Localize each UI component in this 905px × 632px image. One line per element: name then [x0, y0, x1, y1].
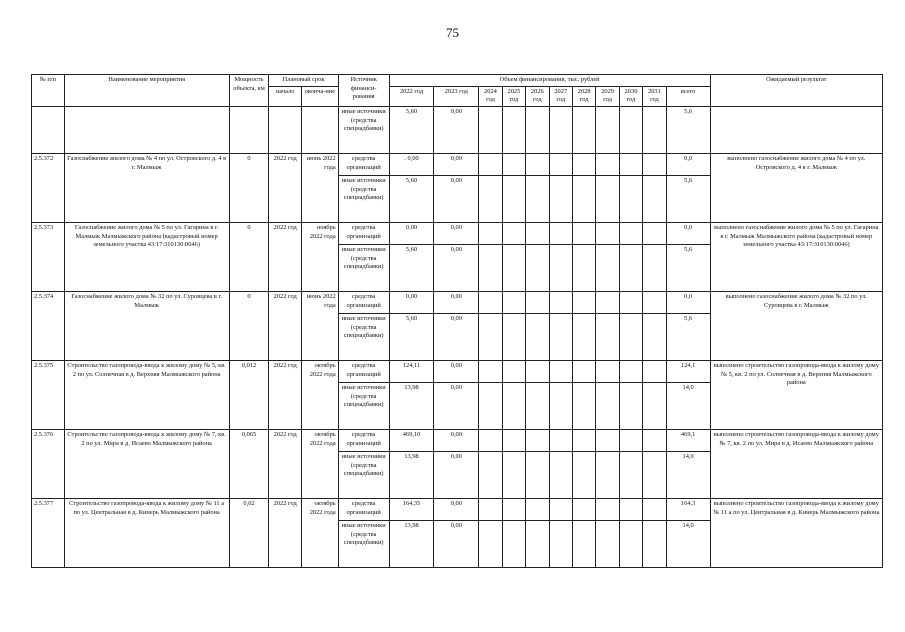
cell-2023: 0,00	[434, 313, 479, 360]
cell-2030	[619, 175, 642, 222]
cell-2028	[572, 313, 595, 360]
cell-2024	[479, 106, 502, 153]
cell-num: 2.5.376	[32, 429, 65, 498]
cell-2024	[479, 291, 502, 313]
cell-2029	[596, 175, 619, 222]
cell-2027	[549, 520, 572, 567]
header-year-2026: 2026 год	[526, 86, 549, 106]
cell-total: 5,6	[666, 313, 710, 360]
cell-2026	[526, 520, 549, 567]
cell-2028	[572, 153, 595, 175]
table-row	[32, 153, 883, 175]
cell-2022: 164,35	[389, 498, 434, 520]
cell-capacity: 0	[229, 222, 269, 291]
cell-2027	[549, 313, 572, 360]
cell-2030	[619, 360, 642, 382]
cell-2030	[619, 382, 642, 429]
cell-num: 2.5.377	[32, 498, 65, 567]
cell-total: 0,0	[666, 291, 710, 313]
header-year-2025: 2025 год	[502, 86, 525, 106]
header-year-2030: 2030 год	[619, 86, 642, 106]
cell-capacity: 0,012	[229, 360, 269, 429]
cell-result: выполнено строительство газопровода-ввода к жилому дому № 5, кв. 2 по ул. Солнечная в д. Верхняя Малмыжского района	[710, 360, 882, 429]
cell-2028	[572, 429, 595, 451]
cell-2023: 0,00	[434, 291, 479, 313]
cell-start: 2022 год	[269, 153, 302, 222]
cell-2031	[643, 382, 666, 429]
cell-2029	[596, 498, 619, 520]
cell-2029	[596, 360, 619, 382]
cell-capacity: 0,02	[229, 498, 269, 567]
cell-2030	[619, 313, 642, 360]
cell-end: ноябрь 2022 года	[301, 222, 338, 291]
cell-2027	[549, 382, 572, 429]
cell-2028	[572, 106, 595, 153]
cell-2026	[526, 106, 549, 153]
cell-start: 2022 год	[269, 429, 302, 498]
cell-2026	[526, 153, 549, 175]
cell-2022: 5,60	[389, 106, 434, 153]
cell-2022: 469,10	[389, 429, 434, 451]
cell-2023: 0,00	[434, 175, 479, 222]
cell-capacity: 0	[229, 291, 269, 360]
cell-num: 2.5.375	[32, 360, 65, 429]
cell-total: 14,0	[666, 451, 710, 498]
cell-2030	[619, 222, 642, 244]
cell-2031	[643, 291, 666, 313]
cell-start: 2022 год	[269, 498, 302, 567]
cell-2030	[619, 498, 642, 520]
page-number: 75	[446, 25, 459, 40]
cell-total: 0,0	[666, 222, 710, 244]
cell-2026	[526, 429, 549, 451]
cell-2025	[502, 291, 525, 313]
cell-source: средства организаций	[338, 429, 389, 451]
cell-2024	[479, 313, 502, 360]
cell-2028	[572, 222, 595, 244]
cell-2027	[549, 360, 572, 382]
cell-2025	[502, 498, 525, 520]
cell-2023: 0,00	[434, 382, 479, 429]
header-source: Источник финанси-рования	[338, 75, 389, 107]
cell-result: выполнено газоснабжение жилого дома № 32 по ул. Суровцева в г. Малмыж	[710, 291, 882, 360]
cell-2022: 13,98	[389, 451, 434, 498]
cell-2031	[643, 106, 666, 153]
cell-2022: 5,60	[389, 244, 434, 291]
cell-total: 0,0	[666, 153, 710, 175]
cell-2030	[619, 291, 642, 313]
header-capacity: Мощность объекта, км	[229, 75, 269, 107]
cell-source: средства организаций	[338, 360, 389, 382]
cell-2029	[596, 313, 619, 360]
cell-2030	[619, 244, 642, 291]
cell-capacity: 0	[229, 153, 269, 222]
cell-2026	[526, 451, 549, 498]
cell-2025	[502, 222, 525, 244]
cell-num	[32, 106, 65, 153]
cell-2030	[619, 153, 642, 175]
cell-result: выполнено газоснабжение жилого дома № 4 по ул. Островского д. 4 в г. Малмыж	[710, 153, 882, 222]
cell-2026	[526, 291, 549, 313]
cell-2024	[479, 244, 502, 291]
cell-2027	[549, 498, 572, 520]
cell-2027	[549, 451, 572, 498]
cell-2024	[479, 360, 502, 382]
cell-source: иные источники (средства спецнадбавки)	[338, 106, 389, 153]
cell-2026	[526, 498, 549, 520]
cell-name	[64, 106, 229, 153]
cell-2031	[643, 222, 666, 244]
cell-2025	[502, 313, 525, 360]
cell-end: июнь 2022 года	[301, 153, 338, 222]
table-row	[32, 360, 883, 382]
cell-2024	[479, 175, 502, 222]
table-row	[32, 291, 883, 313]
cell-source: иные источники (средства спецнадбавки)	[338, 313, 389, 360]
header-year-2022: 2022 год	[389, 86, 434, 106]
cell-2023: 0,00	[434, 106, 479, 153]
cell-result	[710, 106, 882, 153]
cell-start: 2022 год	[269, 360, 302, 429]
cell-name: Строительство газопровода-ввода к жилому дому № 11 а по ул. Центральная в д. Кинерь Малмыжского района	[64, 498, 229, 567]
cell-2025	[502, 175, 525, 222]
cell-2022: 5,60	[389, 313, 434, 360]
cell-source: иные источники (средства спецнадбавки)	[338, 382, 389, 429]
cell-2023: 0,00	[434, 244, 479, 291]
header-num: № п/п	[32, 75, 65, 107]
cell-2031	[643, 313, 666, 360]
cell-2022: 13,98	[389, 382, 434, 429]
header-plan-term: Плановый срок	[269, 75, 338, 87]
table-row-carry	[32, 106, 883, 153]
cell-result: выполнено газоснабжение жилого дома № 5 по ул. Гагарина в г. Малмыж Малмыжского района (кадастровый номер земельного участка 43:17:310130:0046)	[710, 222, 882, 291]
cell-2027	[549, 291, 572, 313]
cell-2024	[479, 498, 502, 520]
cell-total: 164,3	[666, 498, 710, 520]
header-total: всего	[666, 86, 710, 106]
header-year-2031: 2031 год	[643, 86, 666, 106]
cell-total: 469,1	[666, 429, 710, 451]
cell-source: средства организаций	[338, 222, 389, 244]
cell-2028	[572, 244, 595, 291]
cell-total: 14,0	[666, 382, 710, 429]
cell-2022: 124,11	[389, 360, 434, 382]
cell-name: Строительство газопровода-ввода к жилому дому № 7, кв. 2 по ул. Мира в д. Исаево Малмыжского района	[64, 429, 229, 498]
cell-start: 2022 год	[269, 222, 302, 291]
cell-num: 2.5.374	[32, 291, 65, 360]
cell-2029	[596, 153, 619, 175]
header-year-2027: 2027 год	[549, 86, 572, 106]
cell-2027	[549, 244, 572, 291]
cell-2023: 0,00	[434, 153, 479, 175]
cell-num: 2.5.372	[32, 153, 65, 222]
cell-2026	[526, 175, 549, 222]
cell-2029	[596, 291, 619, 313]
cell-2031	[643, 520, 666, 567]
cell-source: иные источники (средства спецнадбавки)	[338, 175, 389, 222]
cell-end	[301, 106, 338, 153]
cell-2027	[549, 153, 572, 175]
header-year-2028: 2028 год	[572, 86, 595, 106]
cell-source: средства организаций	[338, 291, 389, 313]
cell-2024	[479, 153, 502, 175]
cell-2030	[619, 520, 642, 567]
cell-2029	[596, 520, 619, 567]
cell-end: октябрь 2022 года	[301, 360, 338, 429]
cell-2031	[643, 451, 666, 498]
cell-total: 5,6	[666, 244, 710, 291]
cell-end: октябрь 2022 года	[301, 498, 338, 567]
header-year-2024: 2024 год	[479, 86, 502, 106]
cell-2022: 13,98	[389, 520, 434, 567]
cell-2031	[643, 429, 666, 451]
cell-name: Газоснабжение жилого дома № 32 по ул. Суровцева в г. Малмыж	[64, 291, 229, 360]
cell-2030	[619, 429, 642, 451]
cell-2024	[479, 222, 502, 244]
cell-2025	[502, 153, 525, 175]
cell-2025	[502, 382, 525, 429]
cell-2024	[479, 429, 502, 451]
cell-2028	[572, 498, 595, 520]
cell-2031	[643, 153, 666, 175]
cell-2025	[502, 429, 525, 451]
cell-total: 14,0	[666, 520, 710, 567]
cell-2027	[549, 106, 572, 153]
cell-start	[269, 106, 302, 153]
cell-2028	[572, 175, 595, 222]
header-start: начало	[269, 86, 302, 106]
table-row	[32, 222, 883, 244]
cell-2028	[572, 382, 595, 429]
cell-2029	[596, 429, 619, 451]
cell-2027	[549, 222, 572, 244]
cell-2023: 0,00	[434, 429, 479, 451]
cell-2029	[596, 106, 619, 153]
cell-2028	[572, 360, 595, 382]
cell-result: выполнено строительство газопровода-ввода к жилому дому № 7, кв. 2 по ул. Мира в д. Исаево Малмыжского района	[710, 429, 882, 498]
cell-2023: 0,00	[434, 451, 479, 498]
cell-2024	[479, 451, 502, 498]
cell-source: средства организаций	[338, 153, 389, 175]
cell-name: Газоснабжение жилого дома № 4 по ул. Островского д. 4 в г. Малмыж	[64, 153, 229, 222]
cell-2023: 0,00	[434, 222, 479, 244]
header-name: Наименование мероприятия	[64, 75, 229, 107]
header-year-2023: 2023 год	[434, 86, 479, 106]
cell-2025	[502, 106, 525, 153]
cell-source: иные источники (средства спецнадбавки)	[338, 244, 389, 291]
cell-2022: 5,60	[389, 175, 434, 222]
table-row	[32, 498, 883, 520]
cell-end: октябрь 2022 года	[301, 429, 338, 498]
cell-total: 124,1	[666, 360, 710, 382]
header-end: оконча-ние	[301, 86, 338, 106]
cell-2026	[526, 382, 549, 429]
cell-2027	[549, 429, 572, 451]
cell-2028	[572, 520, 595, 567]
header-year-2029: 2029 год	[596, 86, 619, 106]
cell-2023: 0,00	[434, 520, 479, 567]
cell-2025	[502, 360, 525, 382]
cell-2024	[479, 520, 502, 567]
cell-source: иные источники (средства спецнадбавки)	[338, 451, 389, 498]
cell-total: 5,6	[666, 175, 710, 222]
financing-table	[31, 74, 883, 568]
cell-2025	[502, 451, 525, 498]
cell-num: 2.5.373	[32, 222, 65, 291]
cell-2026	[526, 313, 549, 360]
cell-2026	[526, 244, 549, 291]
cell-2029	[596, 451, 619, 498]
cell-2028	[572, 451, 595, 498]
cell-2029	[596, 222, 619, 244]
header-result: Ожидаемый результат	[710, 75, 882, 107]
cell-result: выполнено строительство газопровода-ввода к жилому дому № 11 а по ул. Центральная в д. Кинерь Малмыжского района	[710, 498, 882, 567]
cell-2029	[596, 382, 619, 429]
cell-capacity	[229, 106, 269, 153]
cell-source: средства организаций	[338, 498, 389, 520]
cell-2025	[502, 520, 525, 567]
cell-name: Газоснабжение жилого дома № 5 по ул. Гагарина в г. Малмыж Малмыжского района (кадастровый номер земельного участка 43:17:310130:0046)	[64, 222, 229, 291]
header-volume: Объем финансирования, тыс. рублей	[389, 75, 710, 87]
cell-2031	[643, 498, 666, 520]
cell-2031	[643, 175, 666, 222]
cell-end: июнь 2022 года	[301, 291, 338, 360]
cell-start: 2022 год	[269, 291, 302, 360]
cell-2023: 0,00	[434, 498, 479, 520]
cell-capacity: 0,065	[229, 429, 269, 498]
cell-2031	[643, 244, 666, 291]
cell-2029	[596, 244, 619, 291]
cell-2030	[619, 106, 642, 153]
cell-2022: 0,00	[389, 222, 434, 244]
cell-2025	[502, 244, 525, 291]
cell-2028	[572, 291, 595, 313]
cell-total: 5,6	[666, 106, 710, 153]
cell-2026	[526, 222, 549, 244]
cell-2030	[619, 451, 642, 498]
cell-2026	[526, 360, 549, 382]
cell-source: иные источники (средства спецнадбавки)	[338, 520, 389, 567]
cell-2031	[643, 360, 666, 382]
cell-2024	[479, 382, 502, 429]
table-row	[32, 429, 883, 451]
cell-2027	[549, 175, 572, 222]
cell-name: Строительство газопровода-ввода к жилому дому № 5, кв. 2 по ул. Солнечная в д. Верхняя Малмыжского района	[64, 360, 229, 429]
cell-2022: 0,00	[389, 291, 434, 313]
cell-2023: 0,00	[434, 360, 479, 382]
cell-2022: . 0,00	[389, 153, 434, 175]
